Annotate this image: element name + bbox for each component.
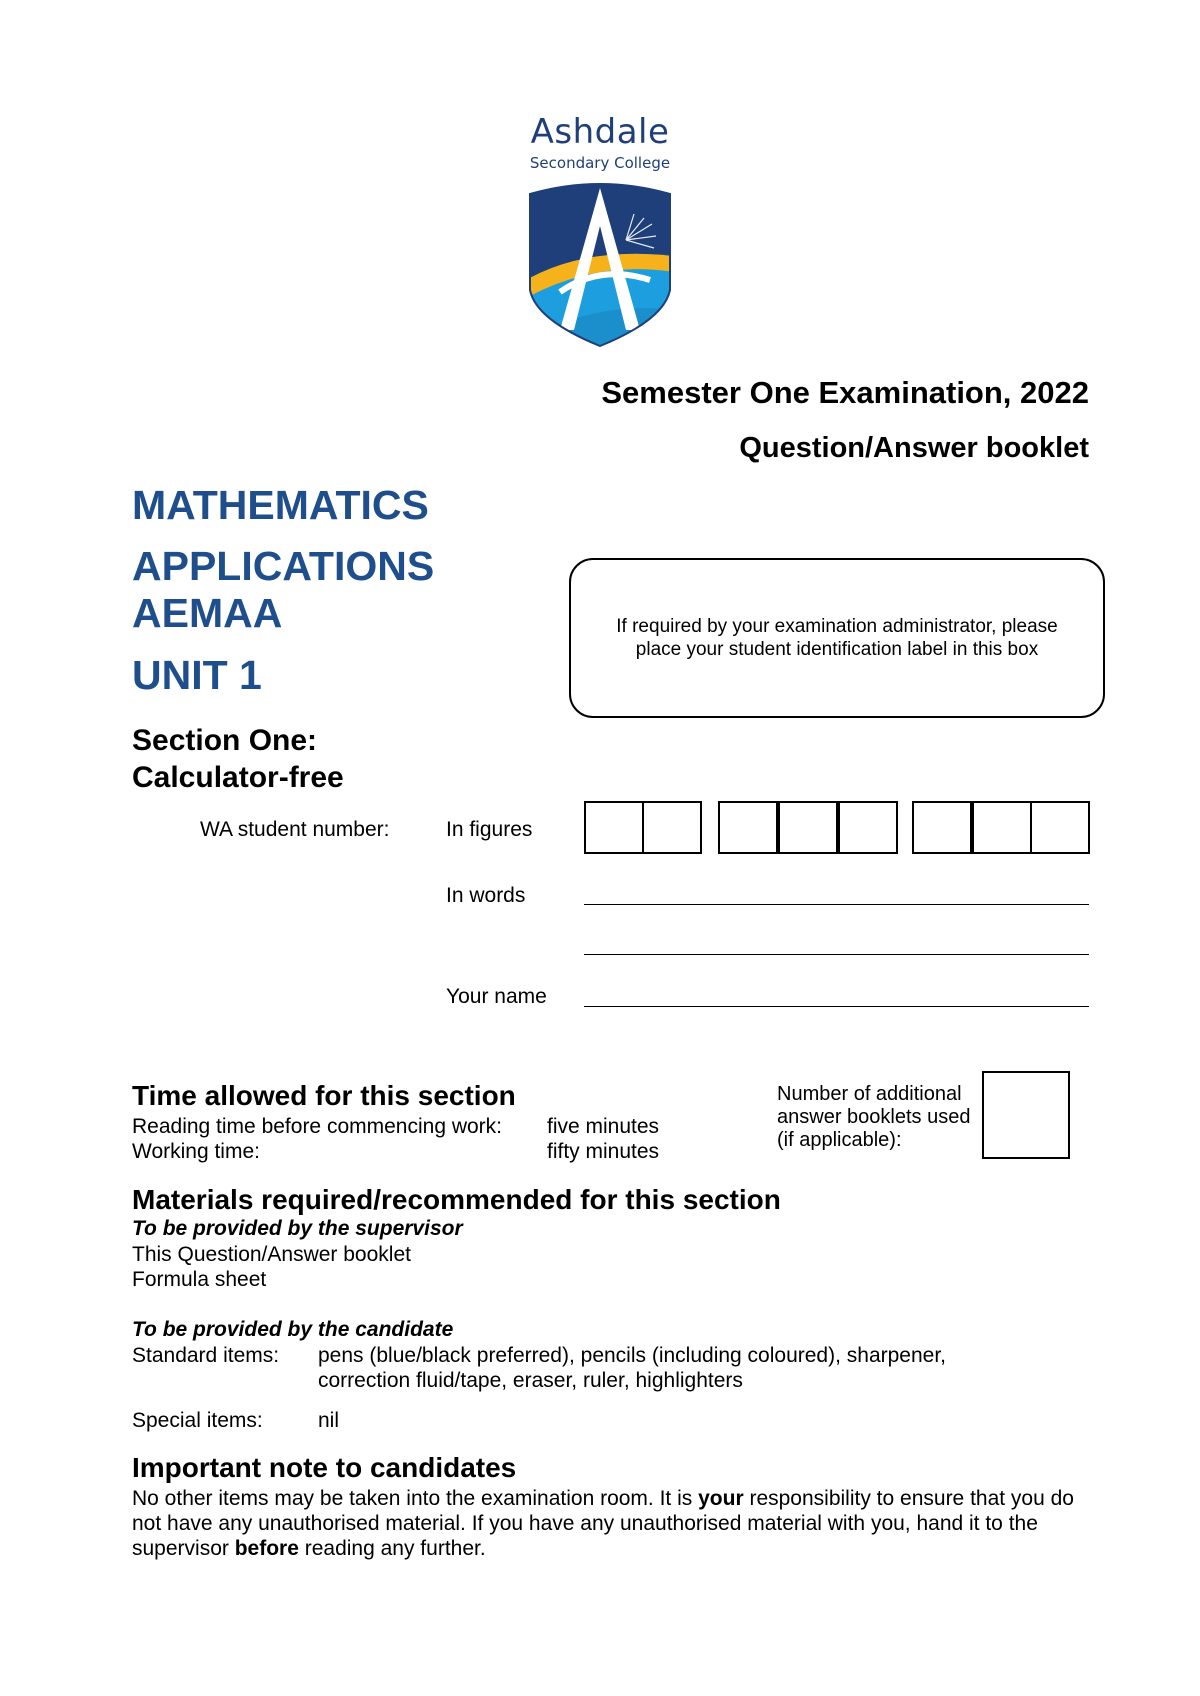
digit-box[interactable]: [972, 801, 1032, 854]
additional-booklets-line-2: answer booklets used: [777, 1106, 971, 1128]
materials-heading: Materials required/recommended for this section: [132, 1184, 781, 1215]
student-id-label-box[interactable]: [569, 558, 1105, 718]
in-words-label: In words: [446, 884, 526, 907]
section-heading: [132, 722, 344, 796]
logo-subtitle: Secondary College: [529, 154, 671, 172]
note-emphasis-before: before: [234, 1537, 299, 1560]
working-time-value: fifty minutes: [547, 1140, 660, 1163]
section-line-2: Calculator-free: [132, 761, 344, 794]
in-words-line-2[interactable]: [584, 954, 1089, 955]
digit-box[interactable]: [912, 801, 972, 854]
in-figures-label: In figures: [446, 818, 533, 841]
logo-name: Ashdale: [530, 112, 670, 152]
important-note-heading: Important note to candidates: [132, 1452, 517, 1483]
standard-items-label: Standard items:: [132, 1344, 280, 1367]
digit-box[interactable]: [778, 801, 838, 854]
booklet-title: Question/Answer booklet: [739, 432, 1089, 464]
additional-booklets-line-3: (if applicable):: [777, 1129, 902, 1151]
subject-line-1: MATHEMATICS: [132, 482, 429, 528]
note-text-1: No other items may be taken into the examination room. It is: [132, 1487, 699, 1510]
important-note-text: [132, 1486, 1097, 1561]
special-items-value: nil: [318, 1409, 340, 1432]
digit-box[interactable]: [1030, 801, 1090, 854]
subject-line-4: UNIT 1: [132, 652, 262, 698]
standard-items-line-2: correction fluid/tape, eraser, ruler, highlighters: [318, 1369, 743, 1392]
supervisor-item: This Question/Answer booklet: [132, 1243, 411, 1266]
your-name-line[interactable]: [584, 1006, 1089, 1007]
time-allowed-heading: Time allowed for this section: [132, 1080, 516, 1111]
digit-box[interactable]: [838, 801, 898, 854]
reading-time-label: Reading time before commencing work:: [132, 1115, 503, 1138]
additional-booklets-box[interactable]: [982, 1071, 1070, 1159]
additional-booklets-line-1: Number of additional: [777, 1083, 962, 1105]
special-items-label: Special items:: [132, 1409, 263, 1432]
reading-time-value: five minutes: [547, 1115, 660, 1138]
id-box-instruction: If required by your examination administrator, please place your student identification label in this box: [616, 616, 1058, 660]
supervisor-heading: To be provided by the supervisor: [132, 1217, 463, 1240]
wa-student-number-label: WA student number:: [200, 818, 390, 841]
school-crest-icon: [526, 180, 674, 350]
in-words-line-1[interactable]: [584, 904, 1089, 905]
supervisor-item: Formula sheet: [132, 1268, 267, 1291]
note-text-2: responsibility to ensure that you do not have any unauthorised material. If you have any unauthorised material with you, hand it to the supervisor: [132, 1487, 1074, 1560]
digit-box[interactable]: [642, 801, 702, 854]
subject-line-2: APPLICATIONS: [132, 543, 435, 589]
digit-box[interactable]: [718, 801, 778, 854]
digit-box[interactable]: [584, 801, 644, 854]
section-line-1: Section One:: [132, 724, 318, 757]
standard-items-line-1: pens (blue/black preferred), pencils (including coloured), sharpener,: [318, 1344, 947, 1367]
exam-title: Semester One Examination, 2022: [601, 375, 1089, 410]
subject-line-3: AEMAA: [132, 590, 283, 636]
note-emphasis-your: your: [698, 1487, 744, 1510]
additional-booklets-label: [777, 1083, 970, 1152]
note-text-3: reading any further.: [298, 1537, 486, 1560]
your-name-label: Your name: [446, 985, 547, 1008]
working-time-label: Working time:: [132, 1140, 260, 1163]
candidate-heading: To be provided by the candidate: [132, 1318, 454, 1341]
